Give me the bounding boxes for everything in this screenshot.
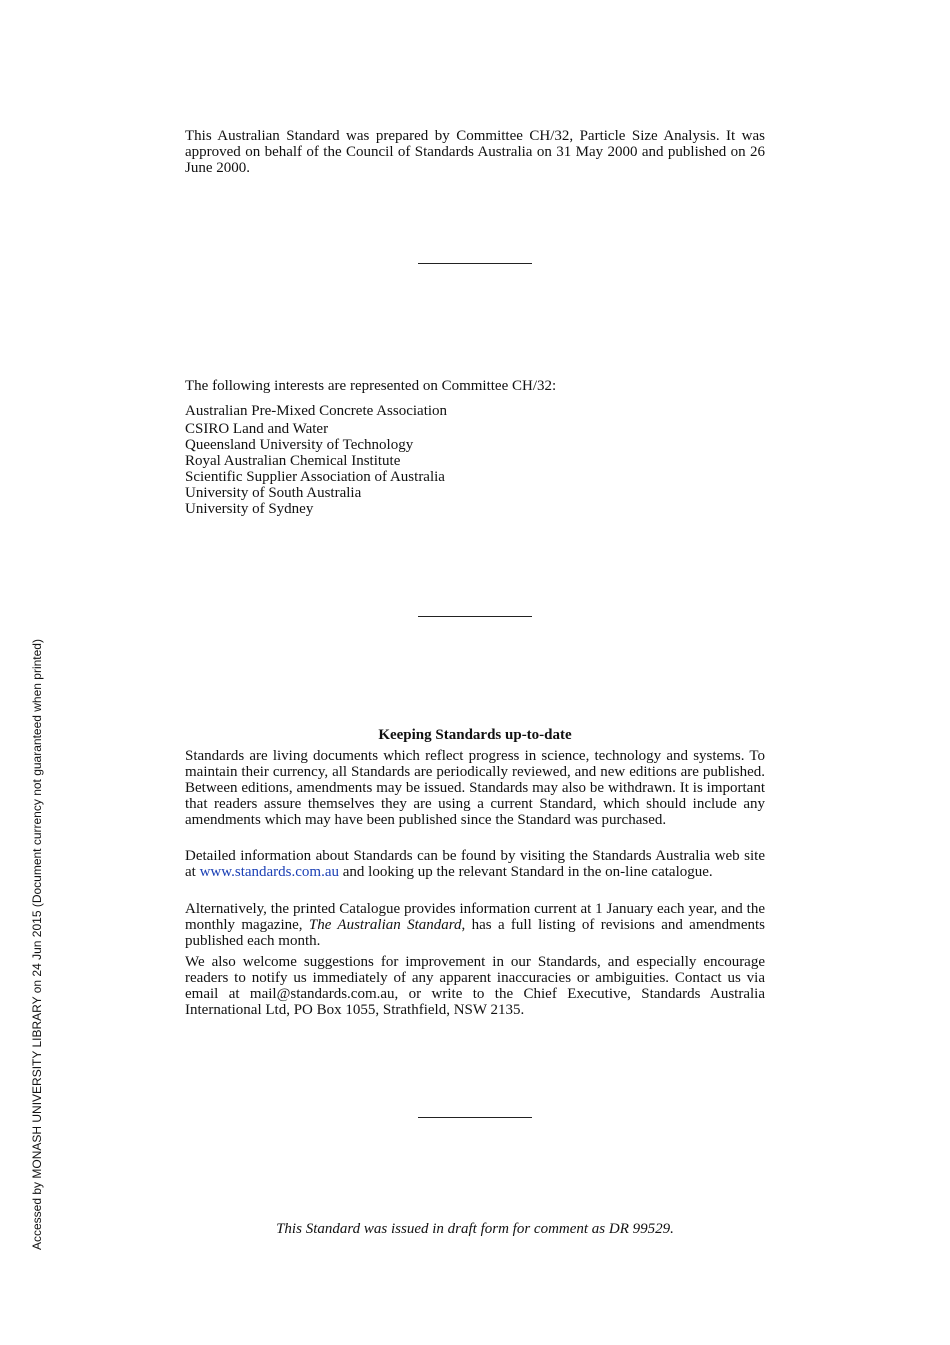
- section-divider: [418, 1117, 532, 1118]
- committee-member: University of South Australia: [185, 485, 362, 501]
- section-divider: [418, 263, 532, 264]
- info-paragraph: [185, 901, 765, 949]
- approval-statement: This Australian Standard was prepared by Committee CH/32, Particle Size Analysis. It was approved on behalf of the Council of Standards Australia on 31 May 2000 and published on 26 June 2000.: [185, 128, 765, 176]
- website-link[interactable]: www.standards.com.au: [199, 864, 339, 880]
- paragraph-text: , has a full listing of revisions and amendments published each month.: [185, 917, 765, 949]
- info-paragraph: [185, 848, 765, 880]
- magazine-title: The Australian Standard: [308, 917, 462, 933]
- committee-member: Royal Australian Chemical Institute: [185, 453, 401, 469]
- committee-member: CSIRO Land and Water: [185, 421, 329, 437]
- paragraph-text: Alternatively, the printed Catalogue provides information current at 1 January each year, and the monthly magazine,: [185, 901, 765, 933]
- committee-member: Australian Pre-Mixed Concrete Association: [185, 403, 448, 419]
- info-paragraph: Standards are living documents which reflect progress in science, technology and systems. To maintain their currency, all Standards are periodically reviewed, and new editions are published. Between editions, amendments may be issued. Standards may also be withdrawn. It is important that readers assure themselves they are using a current Standard, which should include any amendments which may have been published since the Standard was purchased.: [185, 748, 765, 828]
- paragraph-text: and looking up the relevant Standard in the on-line catalogue.: [339, 864, 713, 880]
- section-divider: [418, 616, 532, 617]
- info-paragraph: We also welcome suggestions for improvement in our Standards, and especially encourage readers to notify us immediately of any apparent inaccuracies or ambiguities. Contact us via email at mail@standards.com.au, or write to the Chief Executive, Standards Australia International Ltd, PO Box 1055, Strathfield, NSW 2135.: [185, 954, 765, 1018]
- paragraph-text: Detailed information about Standards can be found by visiting the Standards Australia web site at: [185, 848, 765, 880]
- committee-member: Scientific Supplier Association of Australia: [185, 469, 445, 485]
- committee-member: Queensland University of Technology: [185, 437, 414, 453]
- section-heading: Keeping Standards up-to-date: [378, 727, 572, 743]
- committee-member: University of Sydney: [185, 501, 314, 517]
- draft-note: This Standard was issued in draft form for comment as DR 99529.: [276, 1221, 674, 1237]
- access-watermark: Accessed by MONASH UNIVERSITY LIBRARY on 24 Jun 2015 (Document currency not guaranteed when printed): [30, 639, 44, 1250]
- committee-intro: The following interests are represented on Committee CH/32:: [185, 378, 557, 394]
